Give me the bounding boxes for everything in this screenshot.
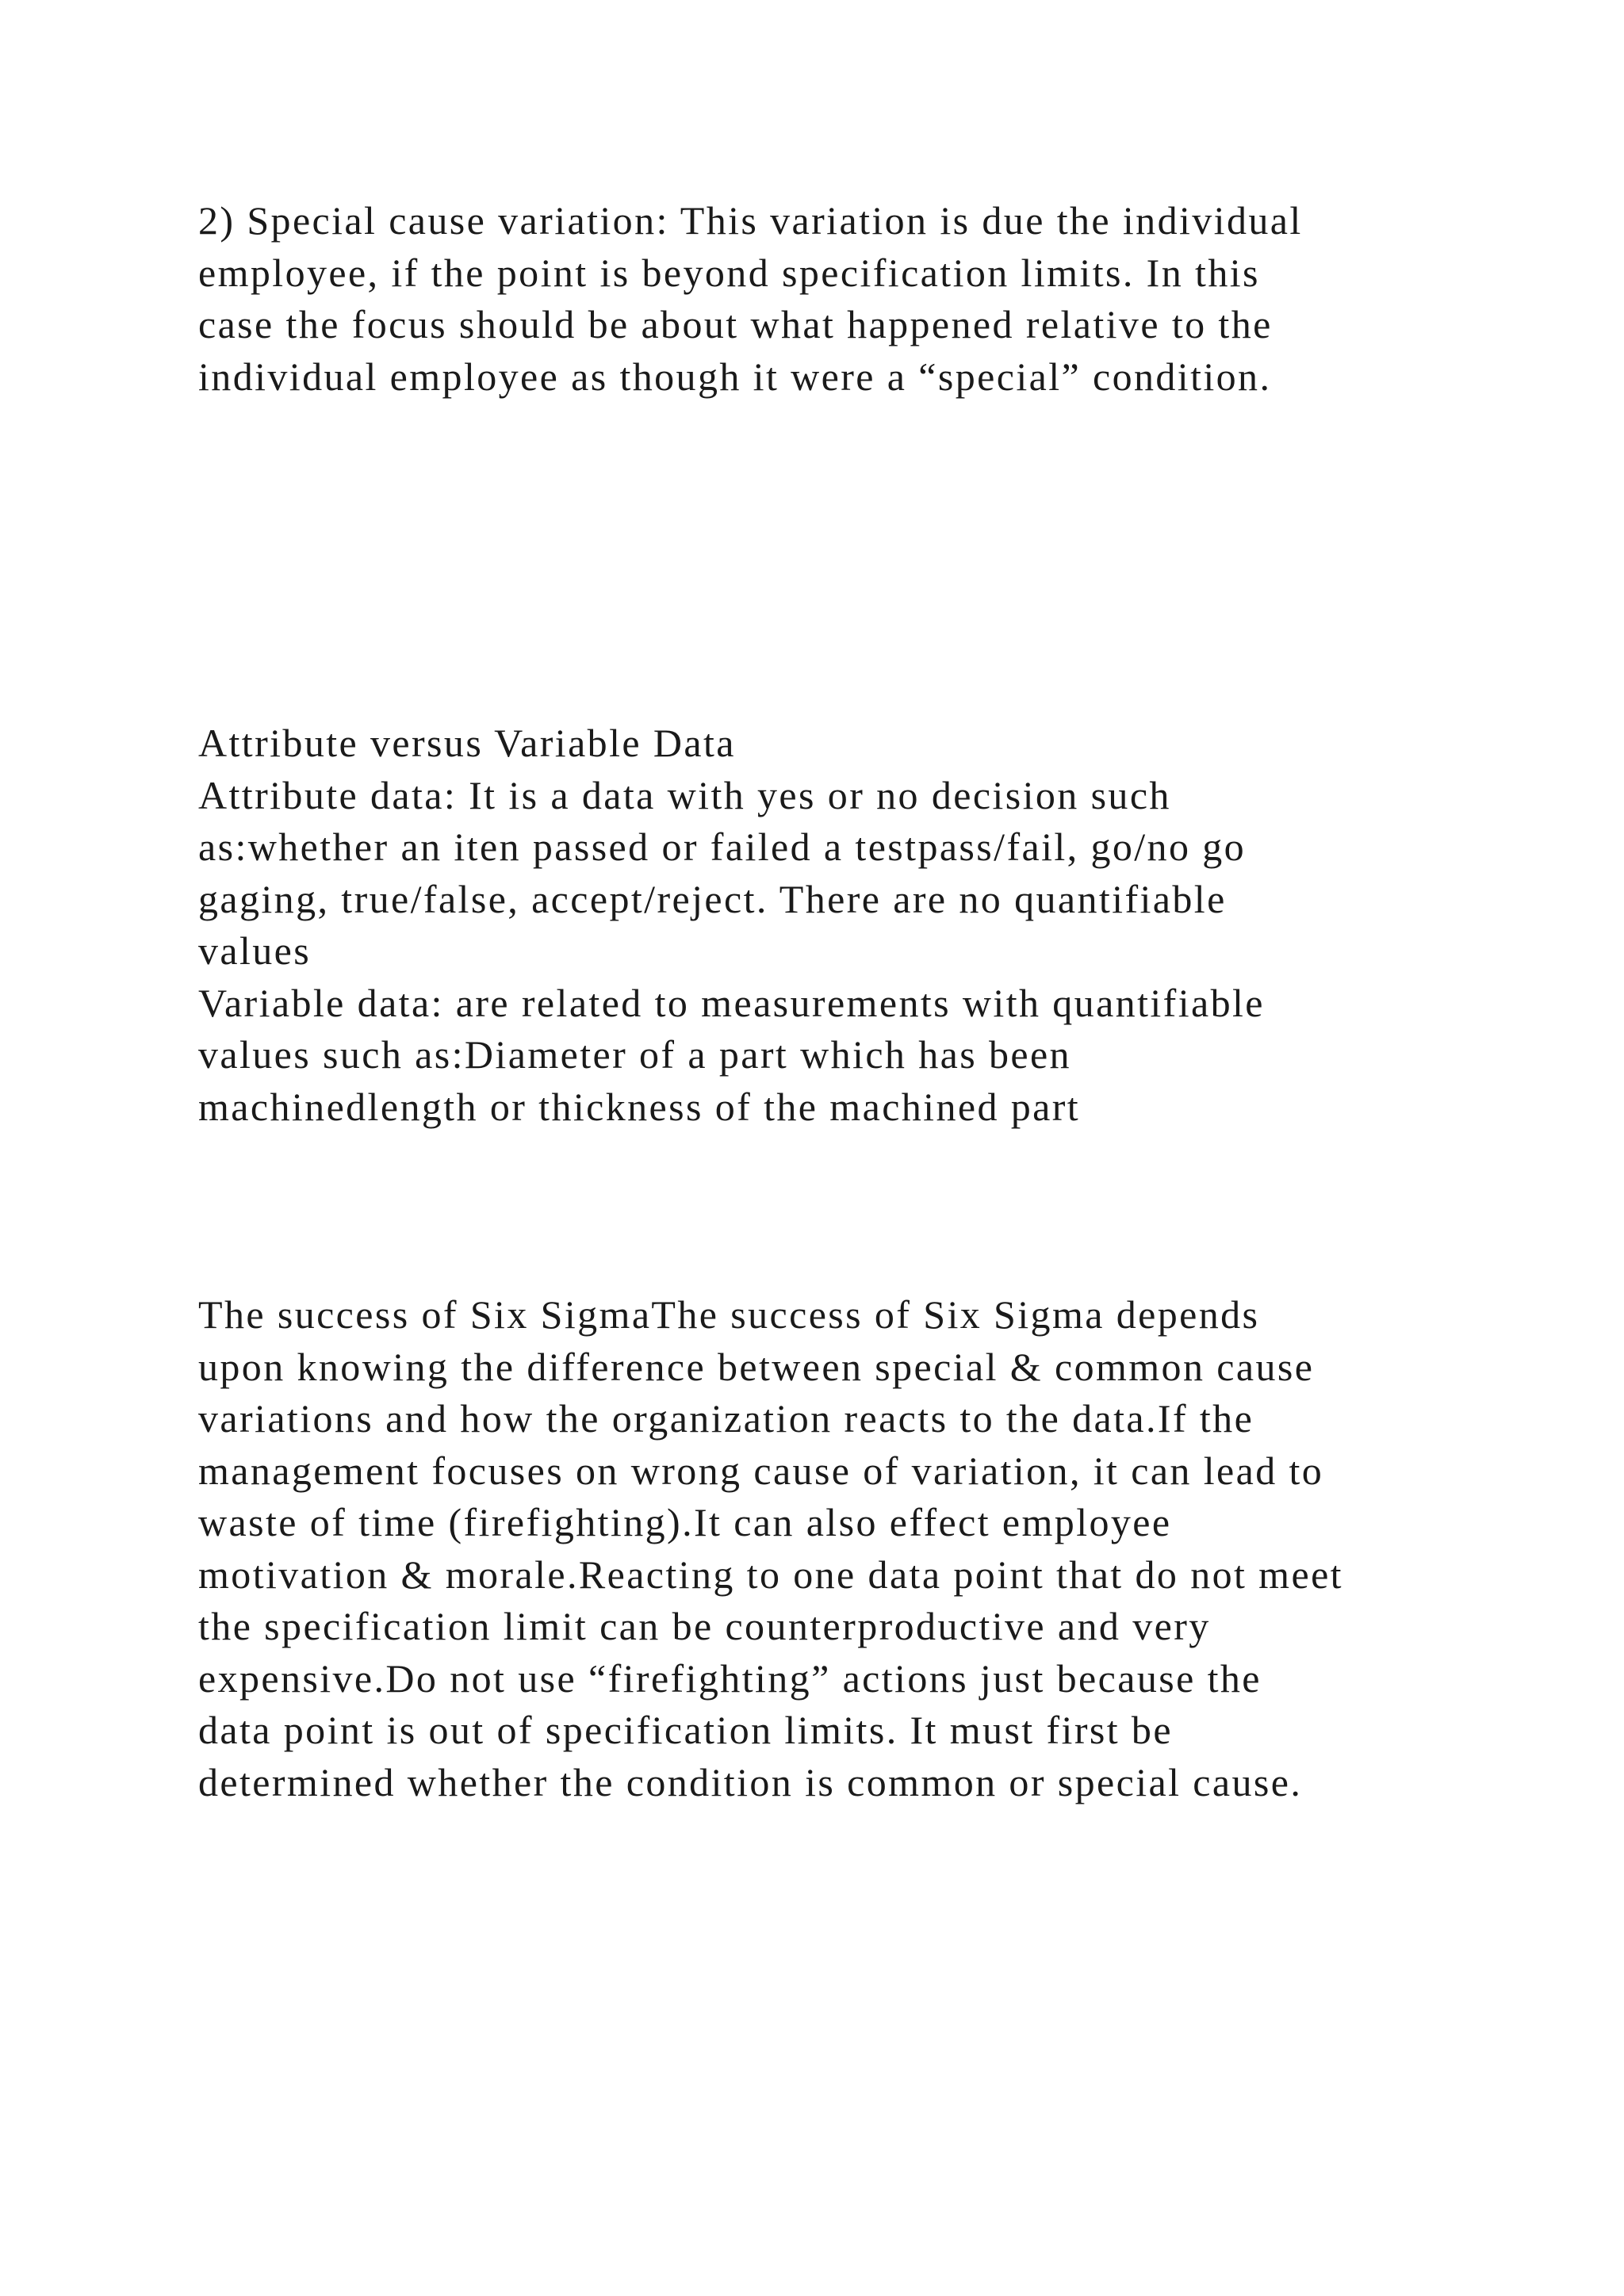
text-line: upon knowing the difference between special & common cause [198,1344,1315,1389]
section-heading: Attribute versus Variable Data [198,721,736,765]
text-line: determined whether the condition is common or special cause. [198,1759,1303,1804]
special-cause-variation-paragraph [198,195,1507,403]
text-line: as:whether an iten passed or failed a testpass/fail, go/no go [198,825,1247,869]
text-line: variations and how the organization reacts to the data.If the [198,1396,1254,1441]
text-line: motivation & morale.Reacting to one data point that do not meet [198,1552,1343,1597]
text-line: the specification limit can be counterproductive and very [198,1604,1211,1648]
attribute-vs-variable-data-section [198,718,1507,1133]
text-line: individual employee as though it were a “special” condition. [198,354,1272,399]
text-line: expensive.Do not use “firefighting” actions just because the [198,1655,1262,1701]
text-line: values [198,928,312,973]
text-line: employee, if the point is beyond specification limits. In this [198,250,1260,295]
text-line: gaging, true/false, accept/reject. There are no quantifiable [198,876,1227,921]
text-line: case the focus should be about what happened relative to the [198,302,1273,346]
six-sigma-success-paragraph [198,1289,1507,1808]
text-line: Attribute data: It is a data with yes or no decision such [198,772,1171,817]
text-line: Variable data: are related to measurements with quantifiable [198,980,1265,1025]
text-line: waste of time (firefighting).It can also effect employee [198,1500,1172,1544]
text-line: The success of Six SigmaThe success of Six Sigma depends [198,1292,1260,1337]
text-line: values such as:Diameter of a part which has been [198,1032,1071,1077]
text-line: machinedlength or thickness of the machined part [198,1084,1081,1129]
text-line: 2) Special cause variation: This variation is due the individual [198,198,1303,243]
text-line: management focuses on wrong cause of variation, it can lead to [198,1448,1324,1493]
text-line: data point is out of specification limits. It must first be [198,1708,1173,1752]
